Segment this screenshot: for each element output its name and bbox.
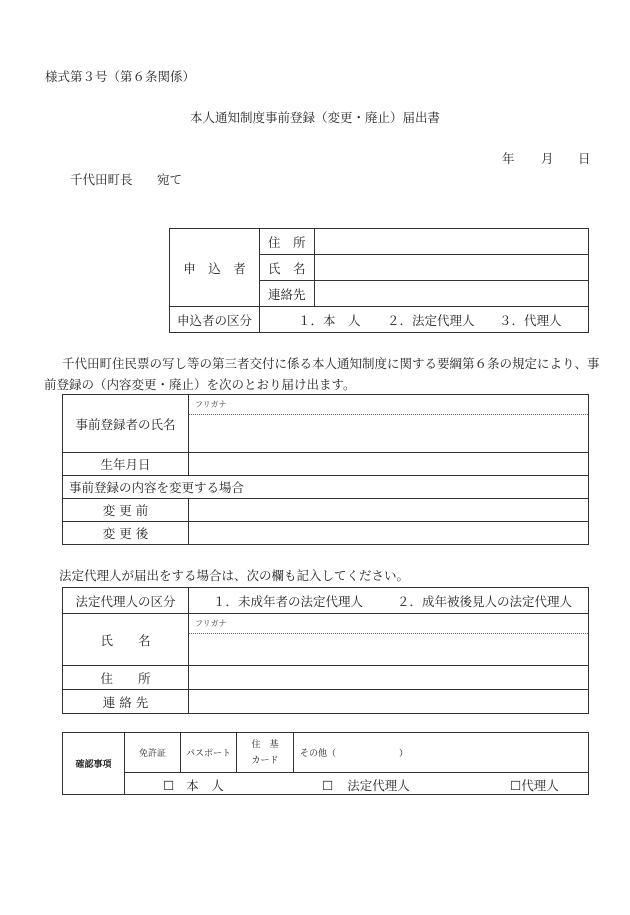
date-day: 日 (578, 151, 591, 166)
legal-note: 法定代理人が届出をする場合は、次の欄も記入してください。 (59, 568, 410, 583)
category-self[interactable]: １．本 人 (298, 312, 361, 328)
legal-rep-name-label: 氏 名 (63, 614, 189, 666)
registrant-name-cell[interactable] (189, 395, 589, 453)
applicant-category-label: 申込者の区分 (170, 307, 260, 333)
form-title: 本人通知制度事前登録（変更・廃止）届出書 (189, 110, 440, 125)
check-agent-label: 代理人 (521, 778, 559, 793)
confirm-passport[interactable]: パスポート (181, 733, 237, 773)
applicant-address-field[interactable] (315, 229, 589, 255)
addressee-name: 千代田町長 (70, 172, 133, 187)
check-self[interactable] (163, 776, 224, 794)
legal-rep-contact-field[interactable] (189, 690, 589, 714)
registrant-after-label: 変 更 後 (63, 522, 189, 545)
category-legal-rep[interactable]: ２．法定代理人 (386, 312, 475, 328)
form-number: 様式第３号（第６条関係） (45, 69, 196, 84)
applicant-category-options[interactable] (260, 307, 589, 333)
registrant-furigana-label: フリガナ (195, 400, 227, 409)
registrant-after-field[interactable] (189, 522, 589, 545)
check-agent[interactable] (510, 776, 559, 794)
date-month: 月 (541, 151, 554, 166)
confirm-label: 確認事項 (63, 733, 125, 795)
check-legal-rep-label: 法定代理人 (347, 778, 410, 793)
addressee-suffix: 宛て (157, 172, 183, 187)
confirm-juki-line1: 住 基 (251, 739, 279, 750)
legal-rep-contact-label: 連 絡 先 (63, 690, 189, 714)
applicant-table (169, 228, 589, 333)
check-self-label: 本 人 (186, 778, 224, 793)
registrant-change-header: 事前登録の内容を変更する場合 (63, 476, 589, 499)
paragraph-line1: 千代田町住民票の写し等の第三者交付に係る本人通知制度に関する要綱第６条の規定により、事 (62, 356, 600, 371)
applicant-label: 申 込 者 (170, 229, 260, 307)
applicant-name-label: 氏 名 (260, 255, 315, 281)
legal-rep-address-field[interactable] (189, 666, 589, 690)
legal-rep-category-adult[interactable]: ２．成年被後見人の法定代理人 (396, 593, 572, 609)
paragraph-line2: 前登録の（内容変更・廃止）を次のとおり届け出ます。 (44, 377, 356, 392)
legal-rep-furigana-row[interactable] (189, 614, 588, 634)
applicant-address-label: 住 所 (260, 229, 315, 255)
applicant-name-field[interactable] (315, 255, 589, 281)
confirm-check-row (125, 773, 589, 795)
applicant-contact-field[interactable] (315, 281, 589, 307)
legal-rep-category-options[interactable] (189, 588, 589, 614)
legal-rep-name-cell[interactable] (189, 614, 589, 666)
confirm-other[interactable]: その他（ ） (294, 733, 589, 773)
date-year: 年 (502, 151, 515, 166)
registrant-name-label: 事前登録者の氏名 (63, 395, 189, 453)
category-agent[interactable]: ３．代理人 (498, 312, 562, 328)
registrant-furigana-row[interactable] (189, 395, 588, 415)
registrant-table (62, 394, 589, 545)
check-agent-box[interactable]: ☐ (510, 778, 522, 793)
legal-rep-furigana-label: フリガナ (195, 619, 227, 628)
applicant-contact-label: 連絡先 (260, 281, 315, 307)
legal-rep-table (62, 587, 589, 714)
confirm-juki-card[interactable] (237, 733, 294, 773)
registrant-birth-label: 生年月日 (63, 453, 189, 476)
registrant-before-label: 変 更 前 (63, 499, 189, 522)
check-legal-rep[interactable] (322, 776, 410, 794)
registrant-birth-field[interactable] (189, 453, 589, 476)
confirm-juki-line2: カード (251, 755, 279, 766)
confirm-table (62, 732, 589, 795)
legal-rep-category-minor[interactable]: １．未成年者の法定代理人 (213, 593, 364, 609)
confirm-license[interactable]: 免許証 (125, 733, 181, 773)
registrant-before-field[interactable] (189, 499, 589, 522)
check-self-box[interactable]: ☐ (163, 778, 175, 793)
check-legal-rep-box[interactable]: ☐ (322, 778, 334, 793)
legal-rep-category-label: 法定代理人の区分 (63, 588, 189, 614)
legal-rep-address-label: 住 所 (63, 666, 189, 690)
